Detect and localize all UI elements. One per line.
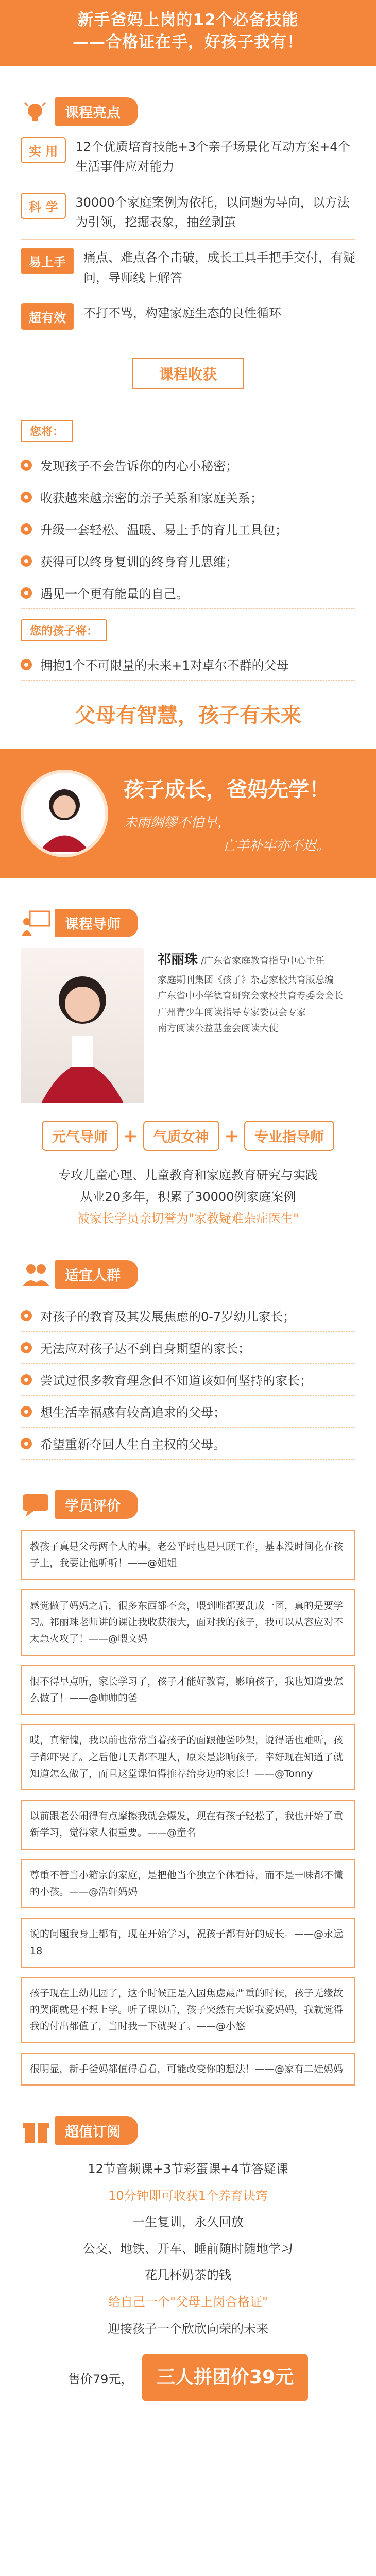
review-card: 以前跟老公闹得有点摩擦我就会爆发，现在有孩子轻松了，我也开始了重新学习，觉得家人很重要。——@童名 xyxy=(21,1800,355,1850)
list-item xyxy=(21,481,355,513)
section-title: 超值订阅 xyxy=(55,2116,138,2145)
mentor-title: /广东省家庭教育指导中心主任 xyxy=(201,956,325,967)
mentor-credentials xyxy=(158,972,343,1037)
slogan-banner xyxy=(0,749,376,878)
list-item xyxy=(21,1396,355,1428)
buy-line: 迎接孩子一个欣欣向荣的未来 xyxy=(108,2321,268,2336)
section-header-mentor xyxy=(21,909,355,937)
mentor-credential: 家庭期刊集团《孩子》杂志家校共育版总编 xyxy=(158,974,334,986)
section-header-audience xyxy=(21,1260,355,1289)
feature-text: 30000个家庭案例为依托，以问题为导向，以方法为引领，挖掘表象，抽丝剥茧 xyxy=(75,195,350,229)
review-card: 恨不得早点听，家长学习了，孩子才能好教育，影响孩子，我也知道要怎么做了！——@帅帅的爸 xyxy=(21,1665,355,1715)
feature-text: 不打不骂，构建家庭生态的良性循环 xyxy=(83,306,281,321)
list-item xyxy=(21,545,355,577)
bullet-icon xyxy=(21,1438,32,1449)
bullet-icon xyxy=(21,1310,32,1321)
features-list xyxy=(21,137,355,337)
mentor-intro xyxy=(21,1164,355,1229)
reviews-list xyxy=(21,1530,355,2086)
list-item-text: 升级一套轻松、温暖、易上手的育儿工具包； xyxy=(40,523,287,538)
feature-tag: 科 学 xyxy=(21,193,66,219)
list-item xyxy=(21,1364,355,1396)
bullet-icon xyxy=(21,460,32,471)
buy-line: 一生复训，永久回放 xyxy=(132,2215,244,2230)
review-card: 哎，真衔愧，我以前也常常当着孩子的面跟他爸吵架，说得话也难听，孩子都吓哭了。之后他几天都不理人，原来是影响孩子。幸好现在知道了就知道怎么做了，而且这堂课值得推荐给身边的家长！——@Tonny xyxy=(21,1724,355,1790)
review-card: 感觉做了妈妈之后，很多东西都不会，喂到唯都要乱成一团，真的是要学习。祁丽珠老师讲的课让我收获很大，面对我的孩子，我可以从容应对不太急火攻了！——@喂文妈 xyxy=(21,1589,355,1656)
banner-slogan: 孩子成长，爸妈先学！ xyxy=(124,777,330,802)
bullet-icon xyxy=(21,1342,32,1353)
list-item-text: 尝试过很多教育理念但不知道该如何坚持的家长； xyxy=(40,1374,312,1388)
feature-text: 12个优质培育技能+3个亲子场景化互动方案+4个生活事件应对能力 xyxy=(75,139,350,174)
harvest-title: 课程收获 xyxy=(132,358,244,389)
bullet-icon xyxy=(21,555,32,567)
section-header-subscribe xyxy=(21,2116,355,2145)
section-title: 课程导师 xyxy=(55,909,138,937)
hero-banner xyxy=(0,0,376,66)
plus-icon: + xyxy=(123,1125,138,1146)
buy-line: 给自己一个"父母上岗合格证" xyxy=(108,2295,268,2310)
list-item-text: 收获越来越亲密的亲子关系和家庭关系； xyxy=(40,491,263,506)
hero-subtitle: ——合格证在手，好孩子我有！ xyxy=(73,33,303,52)
trait-pill: 元气导师 xyxy=(42,1121,118,1151)
list-item-text: 希望重新夺回人生自主权的父母。 xyxy=(40,1437,226,1452)
mentor-photo xyxy=(21,948,144,1103)
you-list xyxy=(21,449,355,609)
trait-pill: 气质女神 xyxy=(143,1121,219,1151)
list-item xyxy=(21,1428,355,1460)
section-header-reviews xyxy=(21,1490,355,1519)
list-item xyxy=(21,1332,355,1364)
buy-line: 12节音频课+3节彩蛋课+4节答疑课 xyxy=(88,2162,288,2177)
buy-line: 10分钟即可收获1个养育诀窍 xyxy=(108,2188,268,2203)
bullet-icon xyxy=(21,1406,32,1417)
list-item-text: 遇见一个更有能量的自己。 xyxy=(40,587,189,602)
bullet-icon xyxy=(21,1374,32,1385)
review-card: 说的问题我身上都有，现在开始学习，祝孩子都有好的成长。——@永远18 xyxy=(21,1918,355,1968)
feature-tag: 实 用 xyxy=(21,137,66,163)
feature-tag: 超有效 xyxy=(21,303,74,330)
kid-label: 您的孩子将： xyxy=(21,619,107,641)
chat-icon xyxy=(21,1491,52,1519)
feature-row xyxy=(21,193,355,240)
section-title: 课程亮点 xyxy=(55,97,138,126)
audience-list xyxy=(21,1300,355,1460)
feature-row xyxy=(21,303,355,337)
bullet-icon xyxy=(21,587,32,599)
mentor-credential: 广州青少年阅读指导专家委员会专家 xyxy=(158,1007,306,1018)
mentor-avatar xyxy=(21,770,108,857)
list-item xyxy=(21,449,355,481)
section-header-highlights xyxy=(21,97,355,126)
banner-line-1: 未雨绸缪不怕早， xyxy=(124,815,231,831)
trait-pill: 专业指导师 xyxy=(244,1121,334,1151)
motto: 父母有智慧，孩子有未来 xyxy=(75,704,301,728)
mentor-credential: 南方阅读公益基金会阅读大使 xyxy=(158,1023,278,1035)
lightbulb-icon xyxy=(21,97,52,125)
list-item-text: 拥抱1个不可限量的未来+1对卓尔不群的父母 xyxy=(40,658,289,673)
subscription-info xyxy=(21,2156,355,2401)
mentor-credential: 广东省中小学德育研究会家校共育专委会会长 xyxy=(158,991,343,1002)
feature-text: 痛点、难点各个击破，成长工具手把手交付，有疑问，导师线上解答 xyxy=(83,250,355,285)
group-buy-button[interactable]: 三人拼团价39元 xyxy=(142,2354,308,2400)
list-item-text: 无法应对孩子达不到自身期望的家长； xyxy=(40,1342,250,1357)
bullet-icon xyxy=(21,492,32,503)
list-item-text: 想生活幸福感有较高追求的父母； xyxy=(40,1405,226,1420)
buy-line: 公交、地铁、开车、睡前随时随地学习 xyxy=(83,2241,293,2256)
bullet-icon xyxy=(21,523,32,535)
list-item-text: 发现孩子不会告诉你的内心小秘密； xyxy=(40,459,238,474)
people-icon xyxy=(21,1261,52,1289)
feature-row xyxy=(21,137,355,184)
review-card: 孩子现在上幼儿园了，这个时候正是入园焦虑最严重的时候，孩子无缘故的哭闹就是不想上学。听了课以后，孩子突然有天说我爱妈妈，我就觉得我的付出都值了，当时我一下就哭了。——@小悠 xyxy=(21,1977,355,2043)
hero-title: 新手爸妈上岗的12个必备技能 xyxy=(77,11,299,29)
intro-line: 专攻儿童心理、儿童教育和家庭教育研究与实践 xyxy=(58,1168,318,1183)
list-item-text: 对孩子的教育及其发展焦虑的0-7岁幼儿家长； xyxy=(40,1310,296,1325)
harvest-header xyxy=(21,358,355,389)
kid-list xyxy=(21,649,355,681)
buy-line: 花几杯奶茶的钱 xyxy=(145,2268,231,2283)
list-item xyxy=(21,1300,355,1332)
feature-row xyxy=(21,248,355,295)
mentor-card xyxy=(21,948,355,1103)
price: 售价79元， xyxy=(67,2372,133,2387)
list-item xyxy=(21,649,355,681)
bullet-icon xyxy=(21,659,32,670)
intro-line: 从业20多年，积累了30000例家庭案例 xyxy=(80,1190,296,1205)
section-title: 适宜人群 xyxy=(55,1260,138,1289)
feature-tag: 易上手 xyxy=(21,248,74,274)
mentor-name: 祁丽珠 xyxy=(158,952,198,968)
review-card: 尊重不管当小箱宗的家庭，是把他当个独立个体看待，而不是一味都不懂的小孩。——@浩轩妈妈 xyxy=(21,1859,355,1909)
review-card: 很明显，新手爸妈都值得看看，可能改变你的想法！——@家有二娃妈妈 xyxy=(21,2053,355,2086)
you-label: 您将： xyxy=(21,420,73,442)
list-item xyxy=(21,513,355,545)
intro-line: 被家长学员亲切誉为"家教疑难杂症医生" xyxy=(77,1211,299,1226)
review-card: 教孩子真是父母两个人的事。老公平时也是只顾工作，基本没时间花在孩子上，我要让他听听！——@姐姐 xyxy=(21,1530,355,1580)
plus-icon: + xyxy=(224,1125,239,1146)
mentor-traits xyxy=(21,1121,355,1151)
list-item xyxy=(21,577,355,609)
banner-line-2: 亡羊补牢亦不迟。 xyxy=(222,838,330,854)
section-title: 学员评价 xyxy=(55,1490,138,1519)
gift-icon xyxy=(21,2117,52,2145)
presenter-icon xyxy=(21,909,52,937)
list-item-text: 获得可以终身复训的终身育儿思维； xyxy=(40,555,238,570)
